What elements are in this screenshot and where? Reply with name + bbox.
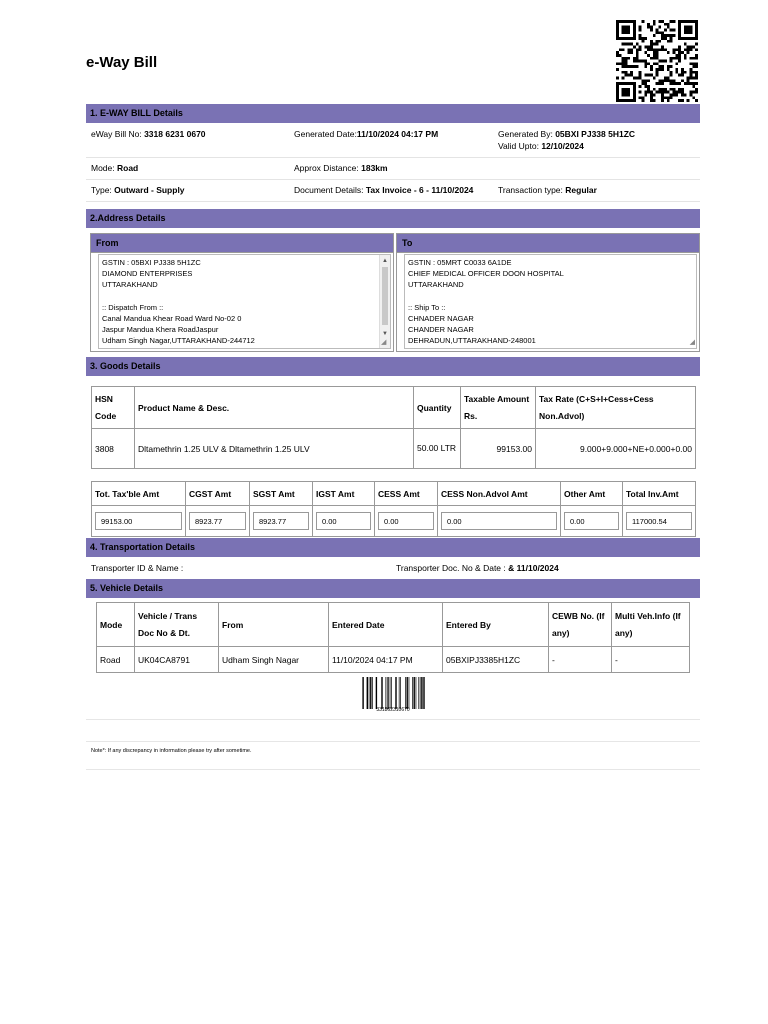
from-address-panel [90, 233, 394, 352]
totals-header: SGST Amt [250, 482, 313, 506]
totals-cell [186, 506, 250, 537]
from-address-textarea[interactable] [98, 254, 391, 349]
totals-input[interactable]: 0.00 [378, 512, 434, 530]
vehicle-cewb: - [549, 647, 612, 673]
generated-by-value: 05BXI PJ338 5H1ZC [555, 129, 636, 139]
address-line: CHIEF MEDICAL OFFICER DOON HOSPITAL [408, 269, 564, 279]
goods-taxable-amount: 99153.00 [461, 429, 536, 469]
vehicle-header-entered-date: Entered Date [329, 603, 443, 647]
scroll-thumb[interactable] [382, 267, 388, 325]
ewb-row-1 [86, 127, 700, 158]
footer-note: Note*: If any discrepancy in information please try after sometime. [91, 748, 252, 754]
transporter-doc-label: Transporter Doc. No & Date : [396, 563, 506, 573]
vehicle-header-vehicle: Vehicle / Trans Doc No & Dt. [135, 603, 219, 647]
totals-input[interactable]: 8923.77 [253, 512, 309, 530]
totals-header: IGST Amt [313, 482, 375, 506]
goods-row [92, 429, 696, 469]
address-line: :: Ship To :: [408, 302, 446, 312]
vehicle-multi: - [612, 647, 690, 673]
distance-label: Approx Distance: [294, 163, 359, 173]
address-line: UTTARAKHAND [408, 280, 464, 290]
document-details-label: Document Details: [294, 185, 364, 195]
qr-code [614, 20, 700, 102]
distance-value: 183km [361, 163, 388, 173]
vehicle-mode: Road [97, 647, 135, 673]
address-line: DIAMOND ENTERPRISES [102, 269, 193, 279]
vehicle-header-cewb: CEWB No. (If any) [549, 603, 612, 647]
totals-value-row [92, 506, 696, 537]
address-line: UTTARAKHAND [102, 280, 158, 290]
totals-cell [92, 506, 186, 537]
vehicle-header-row [97, 603, 690, 647]
goods-tax-rate: 9.000+9.000+NE+0.000+0.00 [536, 429, 696, 469]
goods-header-quantity: Quantity [414, 387, 461, 429]
totals-header-row [92, 482, 696, 506]
valid-upto-label: Valid Upto: [498, 141, 539, 151]
vehicle-header-multi: Multi Veh.Info (If any) [612, 603, 690, 647]
totals-cell [375, 506, 438, 537]
generated-by-label: Generated By: [498, 129, 553, 139]
totals-cell [623, 506, 696, 537]
section-ewb-details: 1. E-WAY BILL Details [86, 104, 700, 123]
address-line [102, 291, 378, 302]
totals-input[interactable]: 8923.77 [189, 512, 246, 530]
totals-cell [250, 506, 313, 537]
address-line: :: Dispatch From :: [102, 302, 164, 312]
mode-value: Road [117, 163, 139, 173]
goods-hsn: 3808 [92, 429, 135, 469]
generated-date-label: Generated Date: [294, 129, 357, 139]
totals-input[interactable]: 0.00 [316, 512, 371, 530]
totals-cell [438, 506, 561, 537]
scroll-down-icon[interactable]: ▼ [382, 331, 388, 337]
transporter-id-label: Transporter ID & Name : [91, 563, 184, 573]
scroll-up-icon[interactable]: ▲ [382, 258, 388, 264]
transporter-doc-value: & 11/10/2024 [508, 563, 559, 573]
totals-cell [313, 506, 375, 537]
transport-row [86, 560, 700, 577]
address-line: DEHRADUN,UTTARAKHAND-248001 [408, 336, 536, 346]
ewb-row-2 [86, 160, 700, 180]
totals-header: Tot. Tax'ble Amt [92, 482, 186, 506]
goods-header-hsn: HSN Code [92, 387, 135, 429]
transaction-type-value: Regular [565, 185, 597, 195]
goods-product: Dltamethrin 1.25 ULV & Dltamethrin 1.25 ULV [135, 429, 414, 469]
valid-upto-value: 12/10/2024 [541, 141, 584, 151]
address-line: CHNADER NAGAR [408, 313, 474, 323]
goods-header-product: Product Name & Desc. [135, 387, 414, 429]
address-line: Canal Mandua Khear Road Ward No-02 0 [102, 313, 242, 323]
divider [86, 741, 700, 742]
divider [86, 719, 700, 720]
vehicle-from: Udham Singh Nagar [219, 647, 329, 673]
vehicle-row [97, 647, 690, 673]
document-details-value: Tax Invoice - 6 - 11/10/2024 [365, 185, 474, 195]
page-title: e-Way Bill [86, 54, 158, 71]
ewb-no-value: 3318 6231 0670 [144, 129, 206, 139]
totals-cell [561, 506, 623, 537]
address-line: GSTIN : 05BXI PJ338 5H1ZC [102, 258, 201, 267]
vehicle-number: UK04CA8791 [135, 647, 219, 673]
address-line: GSTIN : 05MRT C0033 6A1DE [408, 258, 512, 267]
address-line [408, 291, 696, 302]
goods-table [91, 386, 696, 469]
resize-grip-icon[interactable]: ◢ [689, 338, 695, 346]
totals-header: CESS Non.Advol Amt [438, 482, 561, 506]
barcode-number: 331862310670 [376, 707, 410, 713]
vehicle-header-mode: Mode [97, 603, 135, 647]
goods-quantity: 50.00 LTR [414, 429, 461, 469]
address-line: Udham Singh Nagar,UTTARAKHAND-244712 [102, 336, 255, 346]
address-line: CHANDER NAGAR [408, 325, 474, 335]
vehicle-header-from: From [219, 603, 329, 647]
transaction-type-label: Transaction type: [498, 185, 563, 195]
totals-header: CESS Amt [375, 482, 438, 506]
barcode [361, 677, 425, 709]
resize-grip-icon[interactable]: ◢ [381, 338, 387, 346]
goods-header-taxable: Taxable Amount Rs. [461, 387, 536, 429]
from-scrollbar[interactable] [379, 255, 390, 348]
to-address-panel [396, 233, 700, 352]
vehicle-header-entered-by: Entered By [443, 603, 549, 647]
ewb-row-3 [86, 182, 700, 202]
vehicle-entered-date: 11/10/2024 04:17 PM [329, 647, 443, 673]
to-address-textarea[interactable] [404, 254, 697, 349]
totals-input[interactable]: 99153.00 [95, 512, 182, 530]
ewb-no-label: eWay Bill No: [91, 129, 142, 139]
vehicle-table [96, 602, 690, 673]
totals-header: Other Amt [561, 482, 623, 506]
section-address-details: 2.Address Details [86, 209, 700, 228]
totals-input[interactable]: 0.00 [441, 512, 557, 530]
totals-input[interactable]: 117000.54 [626, 512, 692, 530]
address-line: Jaspur Mandua Khera RoadJaspur [102, 325, 219, 335]
totals-table [91, 481, 696, 537]
to-header: To [397, 234, 699, 253]
section-vehicle-details: 5. Vehicle Details [86, 579, 700, 598]
totals-header: Total Inv.Amt [623, 482, 696, 506]
divider [86, 769, 700, 770]
generated-date-value: 11/10/2024 04:17 PM [356, 129, 439, 139]
totals-header: CGST Amt [186, 482, 250, 506]
totals-input[interactable]: 0.00 [564, 512, 619, 530]
goods-header-row [92, 387, 696, 429]
from-header: From [91, 234, 393, 253]
mode-label: Mode: [91, 163, 115, 173]
goods-header-tax-rate: Tax Rate (C+S+I+Cess+Cess Non.Advol) [536, 387, 696, 429]
vehicle-entered-by: 05BXIPJ3385H1ZC [443, 647, 549, 673]
section-transportation-details: 4. Transportation Details [86, 538, 700, 557]
type-value: Outward - Supply [114, 185, 185, 195]
type-label: Type: [91, 185, 112, 195]
section-goods-details: 3. Goods Details [86, 357, 700, 376]
